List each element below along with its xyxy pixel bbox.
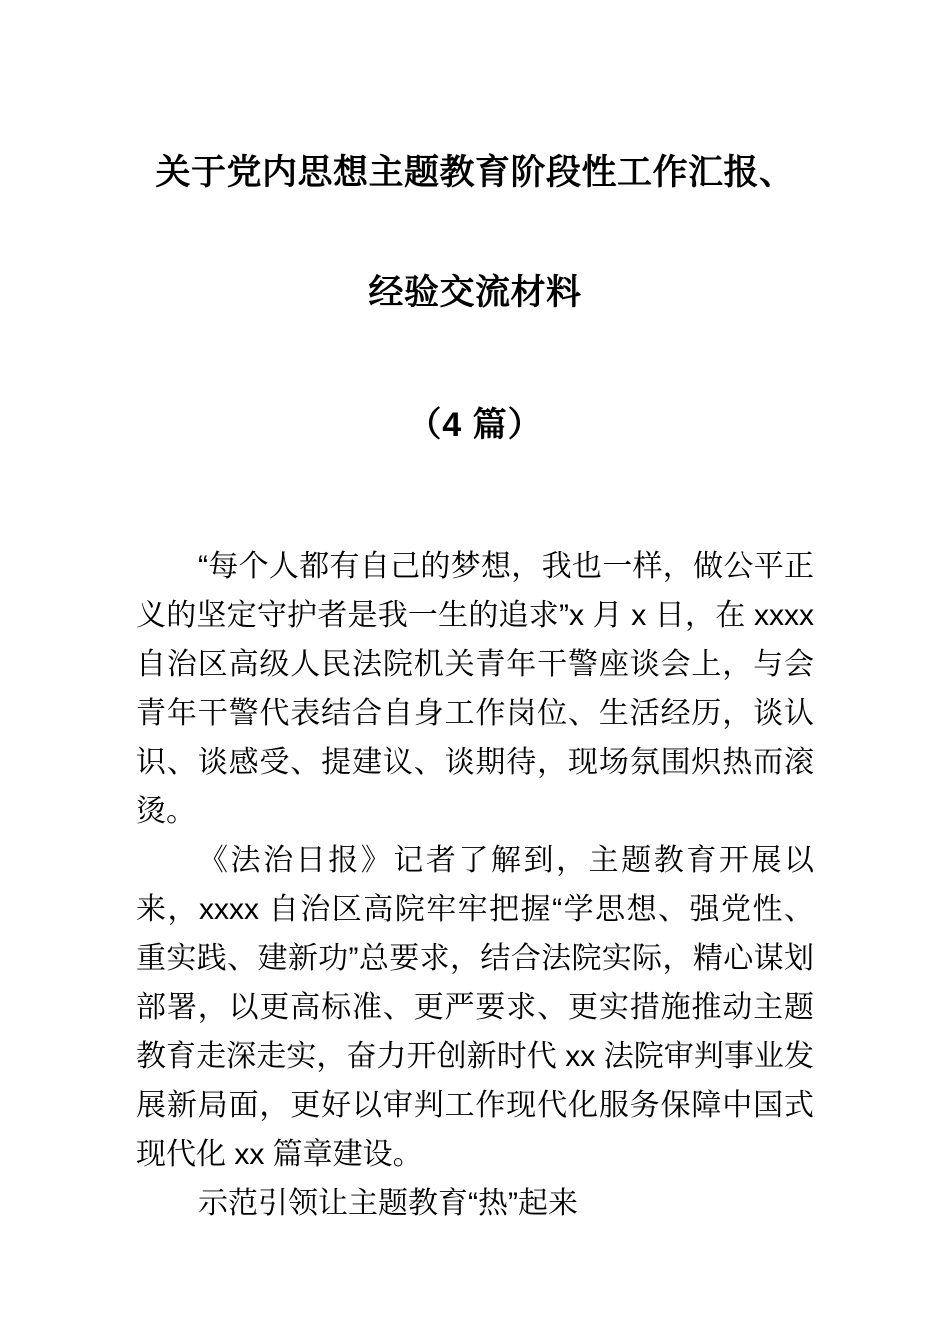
body-paragraph-3: 示范引领让主题教育“热”起来 [198, 1187, 578, 1220]
document-piece-count: （4 篇） [407, 406, 543, 444]
document-title-block [136, 0, 814, 317]
body-paragraph-1: “每个人都有自己的梦想，我也一样，做公平正义的坚定守护者是我一生的追求”x 月 x 日，在 xxxx 自治区高级人民法院机关青年干警座谈会上，与会青年干警代表结合自身工作岗位、生活经历，谈认识、谈感受、提建议、谈期待，现场氛围炽热而滚烫。 [136, 550, 814, 828]
body-paragraph-2: 《法治日报》记者了解到，主题教育开展以来，xxxx 自治区高院牢牢把握“学思想、强党性、重实践、建新功”总要求，结合法院实际，精心谋划部署，以更高标准、更严要求、更实措施推动主题教育走深走实，奋力开创新时代 xx 法院审判事业发展新局面，更好以审判工作现代化服务保障中国式现代化 xx 篇章建设。 [136, 844, 814, 1171]
document-title-line-2: 经验交流材料 [368, 273, 582, 312]
document-title-line-1: 关于党内思想主题教育阶段性工作汇报、 [155, 153, 795, 192]
document-body [136, 542, 814, 1228]
document-content [136, 0, 814, 1228]
title-spacer [136, 197, 814, 268]
